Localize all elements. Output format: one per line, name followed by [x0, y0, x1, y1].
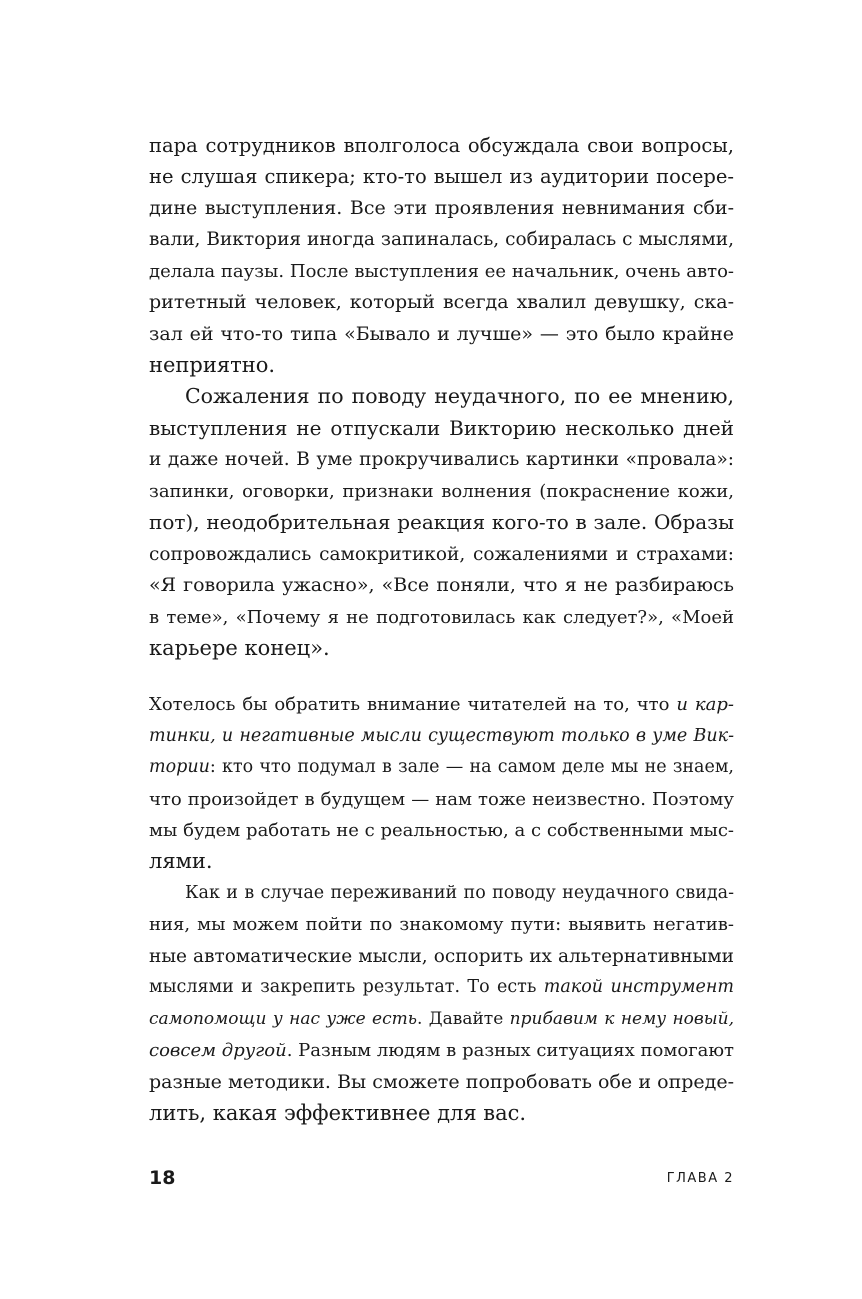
text-line: и даже ночей. В уме прокручивались картинки «провала»:: [149, 449, 734, 470]
text-segment: Хотелось бы обратить внимание читателей на то, что: [149, 694, 677, 715]
text-line: [149, 689, 734, 720]
chapter-label: ГЛАВА 2: [666, 1171, 734, 1186]
text-line: мы будем работать не с реальностью, а с собственными мыс-: [149, 820, 734, 841]
text-line: «Я говорила ужасно», «Все поняли, что я не разбираюсь: [149, 574, 734, 596]
text-line: пара сотрудников вполголоса обсуждала свои вопросы,: [149, 134, 734, 157]
emphasis-text: тинки, и негативные мысли существуют только в уме Вик-: [149, 726, 734, 746]
text-line: неприятно.: [149, 353, 276, 377]
text-line: разные методики. Вы сможете попробовать обе и опреде-: [149, 1071, 734, 1093]
text-line: что произойдет в будущем — нам тоже неизвестно. Поэтому: [149, 789, 734, 810]
text-line: лями.: [149, 849, 213, 873]
text-line: ритетный человек, который всегда хвалил девушку, ска-: [149, 291, 734, 313]
text-line: вали, Виктория иногда запиналась, собиралась с мыслями,: [149, 229, 734, 250]
text-line: выступления не отпускали Викторию несколько дней: [149, 416, 734, 440]
text-line: карьере конец».: [149, 636, 330, 660]
text-line: [149, 1035, 734, 1066]
text-line: Как и в случае переживаний по поводу неудачного свида-: [185, 883, 734, 903]
text-line: лить, какая эффективнее для вас.: [149, 1101, 527, 1125]
emphasis-text: самопомощи у нас уже есть: [149, 1009, 417, 1029]
text-segment: : кто что подумал в зале — на самом деле мы не знаем,: [209, 757, 734, 777]
text-segment: . Разным людям в разных ситуациях помогают: [286, 1040, 734, 1061]
text-line: сопровождались самокритикой, сожалениями и страхами:: [149, 544, 734, 565]
text-line: пот), неодобрительная реакция кого-то в зале. Образы: [149, 510, 734, 534]
page-number: 18: [149, 1167, 176, 1189]
text-segment: мыслями и закрепить результат. То есть: [149, 977, 544, 997]
emphasis-text: совсем другой: [149, 1040, 287, 1061]
text-line: ния, мы можем пойти по знакомому пути: выявить негатив-: [149, 914, 734, 935]
text-line: запинки, оговорки, признаки волнения (покраснение кожи,: [149, 481, 734, 502]
emphasis-text: и кар-: [676, 694, 734, 715]
text-line: не слушая спикера; кто-то вышел из аудитории посере-: [149, 165, 734, 188]
text-segment: . Давайте: [417, 1009, 510, 1029]
text-line: [149, 972, 734, 1003]
text-line: Сожаления по поводу неудачного, по ее мнению,: [185, 384, 734, 408]
emphasis-text: такой инструмент: [543, 977, 734, 997]
text-line: зал ей что-то типа «Бывало и лучше» — это было крайне: [149, 323, 734, 345]
text-line: [149, 1004, 734, 1035]
text-line: ные автоматические мысли, оспорить их альтернативными: [149, 946, 734, 967]
text-line: делала паузы. После выступления ее начальник, очень авто-: [149, 261, 734, 282]
text-line: [149, 752, 734, 783]
text-line: в теме», «Почему я не подготовилась как следует?», «Моей: [149, 607, 734, 628]
text-line: дине выступления. Все эти проявления невнимания сби-: [149, 197, 734, 219]
emphasis-text: тории: [149, 757, 210, 777]
emphasis-text: прибавим к нему новый,: [509, 1009, 734, 1029]
